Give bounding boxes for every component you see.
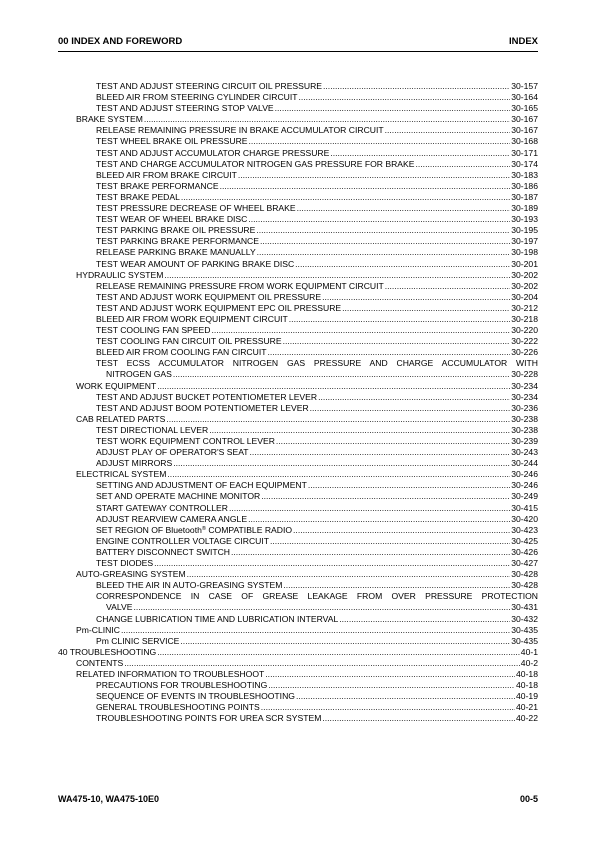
toc-entry-title-text: BLEED AIR FROM STEERING CYLINDER CIRCUIT	[96, 92, 298, 103]
toc-entry-title-text: ADJUST REARVIEW CAMERA ANGLE	[96, 513, 248, 524]
toc-entry-title-text: BLEED AIR FROM BRAKE CIRCUIT	[96, 169, 237, 180]
dot-leader	[270, 536, 510, 547]
toc-entry-title	[96, 125, 384, 136]
toc-entry-page: 30-228	[511, 369, 538, 380]
dot-leader	[220, 181, 511, 192]
toc-entry-page: 30-164	[511, 92, 538, 103]
toc-entry-page: 30-431	[511, 602, 538, 613]
toc-entry-page: 30-234	[511, 391, 538, 402]
toc-entry-page: 30-212	[511, 302, 538, 313]
toc-entry[interactable]	[58, 691, 538, 702]
toc-entry-title	[96, 514, 247, 525]
dot-leader	[275, 103, 511, 114]
toc-entry-title	[96, 192, 180, 203]
toc-entry-page: 30-197	[511, 236, 538, 247]
dot-leader	[211, 325, 510, 336]
toc-entry-title	[76, 569, 186, 580]
toc-entry-title	[76, 270, 163, 281]
toc-entry-title-text: TEST PRESSURE DECREASE OF WHEEL BRAKE	[96, 203, 296, 214]
toc-entry-title-text: CAB RELATED PARTS	[76, 413, 166, 424]
toc-entry-title-text: TEST WHEEL BRAKE OIL PRESSURE	[96, 136, 248, 147]
toc-entry[interactable]	[58, 336, 538, 347]
toc-entry-title	[96, 236, 259, 247]
toc-entry-title	[106, 602, 132, 613]
toc-entry-title	[96, 159, 415, 170]
toc-entry-page: 30-236	[511, 402, 538, 413]
toc-entry-page: 30-425	[511, 535, 538, 546]
toc-entry-page: 30-202	[511, 269, 538, 280]
toc-entry[interactable]	[58, 480, 538, 491]
toc-entry-title-text: SET AND OPERATE MACHINE MONITOR	[96, 491, 261, 502]
toc-entry[interactable]	[58, 347, 538, 358]
toc-entry-page: 30-432	[511, 613, 538, 624]
toc-entry-title-text: RELATED INFORMATION TO TROUBLESHOOT	[76, 668, 265, 679]
dot-leader	[293, 525, 510, 536]
toc-entry[interactable]	[58, 536, 538, 547]
toc-entry-page: 40-21	[516, 702, 538, 713]
toc-entry-page: 30-435	[511, 624, 538, 635]
toc-entry[interactable]	[58, 214, 538, 225]
toc-entry-page: 30-167	[511, 114, 538, 125]
toc-entry-title-text: TEST BRAKE PERFORMANCE	[96, 180, 219, 191]
toc-entry-title	[96, 547, 230, 558]
toc-entry-title	[96, 525, 292, 536]
toc-entry-title	[96, 480, 307, 491]
toc-entry-title-text: TEST AND ADJUST WORK EQUIPMENT OIL PRESSURE	[96, 291, 322, 302]
toc-entry-page: 30-198	[511, 247, 538, 258]
dot-leader	[166, 414, 510, 425]
toc-entry-title	[58, 647, 156, 658]
toc-entry-title	[96, 92, 298, 103]
footer-page-number: 00-5	[519, 794, 538, 804]
toc-entry-page: 40-22	[516, 713, 538, 724]
toc-entry-title-text: TEST WEAR OF WHEEL BRAKE DISC	[96, 214, 248, 225]
toc-entry-page: 30-165	[511, 103, 538, 114]
toc-entry-title-text: TEST AND ADJUST STEERING CIRCUIT OIL PRESSURE	[96, 81, 323, 91]
toc-entry[interactable]	[58, 225, 538, 236]
dot-leader	[267, 347, 510, 358]
toc-entry-page: 40-19	[516, 691, 538, 702]
toc-entry[interactable]	[58, 458, 538, 469]
toc-entry[interactable]	[58, 148, 538, 159]
toc-entry-title	[96, 614, 338, 625]
toc-entry-title	[96, 170, 237, 181]
toc-entry-page: 30-220	[511, 325, 538, 336]
dot-leader	[276, 436, 510, 447]
toc-entry[interactable]	[58, 181, 538, 192]
toc-entry-title-text: AUTO-GREASING SYSTEM	[76, 569, 186, 580]
table-of-contents	[58, 81, 538, 724]
toc-entry[interactable]	[58, 136, 538, 147]
toc-entry-title-text: ELECTRICAL SYSTEM	[76, 469, 167, 480]
toc-entry-title-text: TEST AND ADJUST BUCKET POTENTIOMETER LEVER	[96, 391, 318, 402]
dot-leader	[187, 569, 511, 580]
toc-entry-title	[96, 281, 384, 292]
dot-leader	[299, 92, 511, 103]
dot-leader	[250, 447, 511, 458]
toc-entry-title	[96, 680, 267, 691]
toc-entry[interactable]	[58, 414, 538, 425]
toc-entry[interactable]	[58, 614, 538, 625]
dot-leader	[323, 81, 510, 92]
dot-leader	[167, 469, 510, 480]
toc-entry[interactable]	[58, 658, 538, 669]
toc-entry-title-text: RELEASE REMAINING PRESSURE IN BRAKE ACCUMULATOR CIRCUIT	[96, 125, 384, 136]
toc-entry-title-text: TEST COOLING FAN SPEED	[96, 325, 211, 336]
dot-leader	[330, 148, 510, 159]
toc-entry-page: 40-18	[516, 668, 538, 679]
toc-entry-page: 30-238	[511, 424, 538, 435]
toc-entry[interactable]	[58, 369, 538, 380]
toc-entry[interactable]	[58, 247, 538, 258]
toc-entry-title-text: RELEASE REMAINING PRESSURE FROM WORK EQUIPMENT CIRCUIT	[96, 280, 384, 291]
toc-entry-title-text: TEST PARKING BRAKE PERFORMANCE	[96, 236, 259, 247]
toc-entry-title	[96, 436, 275, 447]
toc-entry-title-text: ADJUST PLAY OF OPERATOR'S SEAT	[96, 447, 249, 458]
dot-leader	[261, 491, 510, 502]
dot-leader	[209, 425, 510, 436]
toc-entry-title	[96, 103, 274, 114]
toc-entry-title-text: TEST AND ADJUST ACCUMULATOR CHARGE PRESSURE	[96, 147, 330, 158]
toc-entry-page: 30-426	[511, 546, 538, 557]
dot-leader	[157, 647, 520, 658]
toc-entry[interactable]	[58, 392, 538, 403]
dot-leader	[229, 503, 510, 514]
dot-leader	[308, 480, 510, 491]
toc-entry[interactable]	[58, 114, 538, 125]
toc-entry-title-text: WORK EQUIPMENT	[76, 380, 157, 391]
toc-entry[interactable]	[58, 314, 538, 325]
toc-entry-page: 30-415	[511, 502, 538, 513]
dot-leader	[124, 658, 520, 669]
toc-entry-title	[96, 203, 296, 214]
toc-entry[interactable]	[58, 680, 538, 691]
toc-entry-title	[76, 658, 123, 669]
dot-leader	[173, 369, 510, 380]
toc-entry-page: 30-204	[511, 291, 538, 302]
dot-leader	[144, 114, 510, 125]
dot-leader	[295, 259, 510, 270]
toc-entry-page: 30-174	[511, 158, 538, 169]
toc-entry-title-text-after: COMPATIBLE RADIO	[205, 524, 293, 535]
toc-entry-title	[96, 181, 219, 192]
toc-entry-title	[96, 303, 341, 314]
toc-entry-wrapped-line[interactable]: TEST ECSS ACCUMULATOR NITROGEN GAS PRESSURE AND CHARGE ACCUMULATOR WITH	[96, 358, 538, 369]
toc-entry[interactable]	[58, 381, 538, 392]
toc-entry-page: 30-193	[511, 214, 538, 225]
toc-entry-title-text: Pm-CLINIC	[76, 624, 120, 635]
toc-entry-title	[96, 458, 172, 469]
toc-entry-title	[96, 336, 282, 347]
toc-entry-page: 30-195	[511, 225, 538, 236]
dot-leader	[318, 392, 510, 403]
footer-model-numbers: WA475-10, WA475-10E0	[58, 794, 160, 804]
toc-entry[interactable]	[58, 713, 538, 724]
toc-entry[interactable]	[58, 436, 538, 447]
toc-entry-title-text: ADJUST MIRRORS	[96, 458, 173, 469]
toc-entry[interactable]	[58, 125, 538, 136]
toc-entry[interactable]	[58, 103, 538, 114]
toc-entry-title	[96, 81, 322, 92]
toc-entry-title	[96, 148, 329, 159]
toc-entry-page: 30-226	[511, 347, 538, 358]
toc-entry-title-text: SETTING AND ADJUSTMENT OF EACH EQUIPMENT	[96, 480, 307, 491]
toc-entry[interactable]	[58, 514, 538, 525]
toc-entry-title-text: SET REGION OF Bluetooth	[96, 524, 202, 535]
toc-entry-title-text: BRAKE SYSTEM	[76, 114, 143, 125]
toc-entry-title-text: TEST AND ADJUST WORK EQUIPMENT EPC OIL PRESSURE	[96, 302, 342, 313]
toc-entry-title-text: TROUBLESHOOTING POINTS FOR UREA SCR SYSTEM	[96, 713, 322, 724]
dot-leader	[164, 270, 510, 281]
toc-entry-title-text: BLEED THE AIR IN AUTO-GREASING SYSTEM	[96, 580, 283, 591]
dot-leader	[322, 292, 510, 303]
dot-leader	[385, 281, 510, 292]
toc-entry-page: 40-18	[516, 680, 538, 691]
toc-entry-title-text: SEQUENCE OF EVENTS IN TROUBLESHOOTING	[96, 691, 295, 702]
toc-entry-title-text: TEST COOLING FAN CIRCUIT OIL PRESSURE	[96, 336, 282, 347]
toc-entry-title	[96, 292, 321, 303]
toc-entry-title	[76, 669, 264, 680]
toc-entry-title	[96, 580, 282, 591]
toc-entry-title-text: VALVE	[106, 602, 133, 613]
toc-entry[interactable]	[58, 236, 538, 247]
dot-leader	[416, 159, 511, 170]
toc-entry-title	[106, 369, 172, 380]
toc-entry-page: 30-157	[511, 81, 538, 91]
toc-entry-title	[76, 381, 156, 392]
dot-leader	[154, 558, 510, 569]
toc-entry-page: 30-423	[511, 524, 538, 535]
dot-leader	[283, 336, 511, 347]
dot-leader	[157, 381, 510, 392]
toc-entry-page: 30-238	[511, 413, 538, 424]
toc-entry-title	[96, 491, 260, 502]
toc-entry-title	[96, 558, 153, 569]
toc-entry-title	[96, 425, 208, 436]
toc-entry-title-text: PRECAUTIONS FOR TROUBLESHOOTING	[96, 680, 268, 691]
toc-entry-title-text: TEST WORK EQUIPMENT CONTROL LEVER	[96, 436, 275, 446]
toc-entry[interactable]	[58, 491, 538, 502]
toc-entry[interactable]	[58, 92, 538, 103]
toc-entry-page: 30-420	[511, 513, 538, 524]
toc-entry[interactable]	[58, 159, 538, 170]
toc-entry[interactable]	[58, 625, 538, 636]
dot-leader	[268, 680, 515, 691]
toc-entry[interactable]	[58, 503, 538, 514]
toc-entry[interactable]	[58, 170, 538, 181]
toc-entry-title	[76, 625, 120, 636]
dot-leader	[342, 303, 510, 314]
dot-leader	[256, 225, 510, 236]
dot-leader	[248, 514, 510, 525]
toc-entry[interactable]	[58, 259, 538, 270]
page-header	[58, 36, 538, 52]
dot-leader	[238, 170, 510, 181]
toc-entry[interactable]	[58, 325, 538, 336]
toc-entry-page: 30-187	[511, 191, 538, 202]
toc-entry-title	[76, 114, 143, 125]
toc-entry-title	[96, 691, 295, 702]
dot-leader	[181, 192, 510, 203]
toc-entry-title-text: CONTENTS	[76, 657, 124, 668]
toc-entry-title-text: TEST AND CHARGE ACCUMULATOR NITROGEN GAS PRESSURE FOR BRAKE	[96, 158, 415, 169]
toc-entry-page: 30-201	[511, 258, 538, 269]
dot-leader	[248, 214, 510, 225]
page-footer	[58, 794, 538, 804]
toc-entry-title-text: TEST AND ADJUST STEERING STOP VALVE	[96, 103, 274, 114]
toc-entry-title-text: BATTERY DISCONNECT SWITCH	[96, 546, 231, 557]
toc-entry-title-text: TEST AND ADJUST BOOM POTENTIOMETER LEVER	[96, 402, 309, 413]
registered-mark: ®	[201, 525, 206, 532]
toc-entry-page: 30-239	[511, 436, 538, 446]
toc-entry-title	[96, 636, 179, 647]
dot-leader	[310, 403, 511, 414]
toc-entry-page: 30-243	[511, 447, 538, 458]
toc-entry-wrapped-line[interactable]: CORRESPONDENCE IN CASE OF GREASE LEAKAGE FROM OVER PRESSURE PROTECTION	[96, 591, 538, 602]
toc-entry-page: 30-218	[511, 313, 538, 324]
toc-entry-title-text: BLEED AIR FROM COOLING FAN CIRCUIT	[96, 347, 267, 358]
dot-leader	[289, 314, 510, 325]
dot-leader	[283, 580, 510, 591]
dot-leader	[249, 136, 511, 147]
toc-entry-title-text: TEST PARKING BRAKE OIL PRESSURE	[96, 225, 256, 236]
toc-entry-title	[76, 414, 165, 425]
toc-entry-title-text: TEST WEAR AMOUNT OF PARKING BRAKE DISC	[96, 258, 295, 269]
toc-entry[interactable]	[58, 203, 538, 214]
dot-leader	[339, 614, 510, 625]
toc-entry[interactable]	[58, 303, 538, 314]
toc-entry[interactable]	[58, 569, 538, 580]
toc-entry-page: 30-428	[511, 580, 538, 591]
toc-entry[interactable]	[58, 447, 538, 458]
toc-entry-page: 30-234	[511, 380, 538, 391]
toc-entry-title-text: Pm CLINIC SERVICE	[96, 635, 180, 646]
dot-leader	[261, 702, 515, 713]
toc-entry[interactable]	[58, 647, 538, 658]
toc-entry[interactable]	[58, 558, 538, 569]
dot-leader	[260, 236, 510, 247]
toc-entry-page: 30-249	[511, 491, 538, 502]
toc-entry-title-text: TEST DIODES	[96, 558, 154, 569]
toc-entry-title	[96, 503, 228, 514]
dot-leader	[121, 625, 510, 636]
toc-entry-page: 30-244	[511, 458, 538, 469]
toc-entry-page: 40-1	[520, 646, 538, 657]
toc-entry-title	[96, 225, 255, 236]
toc-entry-title-text: TEST BRAKE PEDAL	[96, 191, 180, 202]
toc-entry[interactable]	[58, 270, 538, 281]
toc-entry-page: 30-183	[511, 169, 538, 180]
toc-entry-page: 30-428	[511, 569, 538, 580]
header-section-title: 00 INDEX AND FOREWORD	[58, 36, 183, 47]
toc-entry[interactable]	[58, 525, 538, 536]
dot-leader	[265, 669, 515, 680]
toc-entry[interactable]	[58, 602, 538, 613]
toc-entry-title	[96, 536, 269, 547]
toc-entry-title-text: HYDRAULIC SYSTEM	[76, 269, 164, 280]
toc-entry-title	[96, 247, 256, 258]
toc-entry-title	[96, 259, 294, 270]
toc-entry[interactable]	[58, 702, 538, 713]
dot-leader	[297, 203, 511, 214]
dot-leader	[385, 125, 511, 136]
toc-entry-title-text: GENERAL TROUBLESHOOTING POINTS	[96, 702, 260, 713]
toc-entry[interactable]	[58, 81, 538, 92]
toc-entry-title-text: START GATEWAY CONTROLLER	[96, 502, 228, 513]
toc-entry-title	[96, 403, 309, 414]
dot-leader	[296, 691, 515, 702]
toc-entry-title	[96, 214, 247, 225]
toc-entry-title-text: CHANGE LUBRICATION TIME AND LUBRICATION INTERVAL	[96, 613, 339, 624]
toc-entry-title	[96, 392, 317, 403]
toc-entry[interactable]	[58, 403, 538, 414]
toc-entry-page: 30-168	[511, 136, 538, 147]
toc-entry-title	[96, 347, 266, 358]
toc-entry-title	[96, 314, 288, 325]
toc-entry-title-text: BLEED AIR FROM WORK EQUIPMENT CIRCUIT	[96, 313, 288, 324]
toc-entry[interactable]	[58, 580, 538, 591]
toc-entry-page: 30-246	[511, 480, 538, 491]
dot-leader	[231, 547, 510, 558]
toc-entry-title-text: TEST DIRECTIONAL LEVER	[96, 424, 209, 435]
toc-entry[interactable]	[58, 292, 538, 303]
toc-entry-title-text: 40 TROUBLESHOOTING	[58, 646, 157, 657]
toc-entry-page: 30-167	[511, 125, 538, 136]
toc-entry-page: 30-171	[511, 147, 538, 158]
toc-entry[interactable]	[58, 669, 538, 680]
toc-entry-title	[96, 702, 260, 713]
toc-entry-page: 30-246	[511, 469, 538, 480]
toc-entry[interactable]	[58, 547, 538, 558]
toc-entry-page: 30-186	[511, 180, 538, 191]
toc-entry-page: 40-2	[520, 657, 538, 668]
toc-entry[interactable]	[58, 425, 538, 436]
dot-leader	[173, 458, 510, 469]
toc-entry-title-text: RELEASE PARKING BRAKE MANUALLY	[96, 247, 256, 258]
toc-entry-title-text: NITROGEN GAS	[106, 369, 172, 380]
toc-entry-page: 30-202	[511, 280, 538, 291]
toc-entry-title-text: ENGINE CONTROLLER VOLTAGE CIRCUIT	[96, 535, 270, 546]
toc-entry-page: 30-427	[511, 558, 538, 569]
toc-entry-title	[96, 447, 249, 458]
toc-entry-page: 30-435	[511, 635, 538, 646]
toc-entry-title	[76, 469, 166, 480]
toc-entry[interactable]	[58, 192, 538, 203]
dot-leader	[322, 713, 515, 724]
toc-entry-title	[96, 136, 248, 147]
dot-leader	[180, 636, 510, 647]
toc-entry[interactable]	[58, 469, 538, 480]
toc-entry-page: 30-189	[511, 203, 538, 214]
toc-entry[interactable]	[58, 281, 538, 292]
toc-entry[interactable]	[58, 636, 538, 647]
toc-entry-title	[96, 713, 321, 724]
dot-leader	[133, 602, 510, 613]
dot-leader	[257, 247, 511, 258]
header-index-label: INDEX	[508, 36, 538, 47]
toc-entry-title	[96, 325, 210, 336]
toc-entry-page: 30-222	[511, 336, 538, 347]
